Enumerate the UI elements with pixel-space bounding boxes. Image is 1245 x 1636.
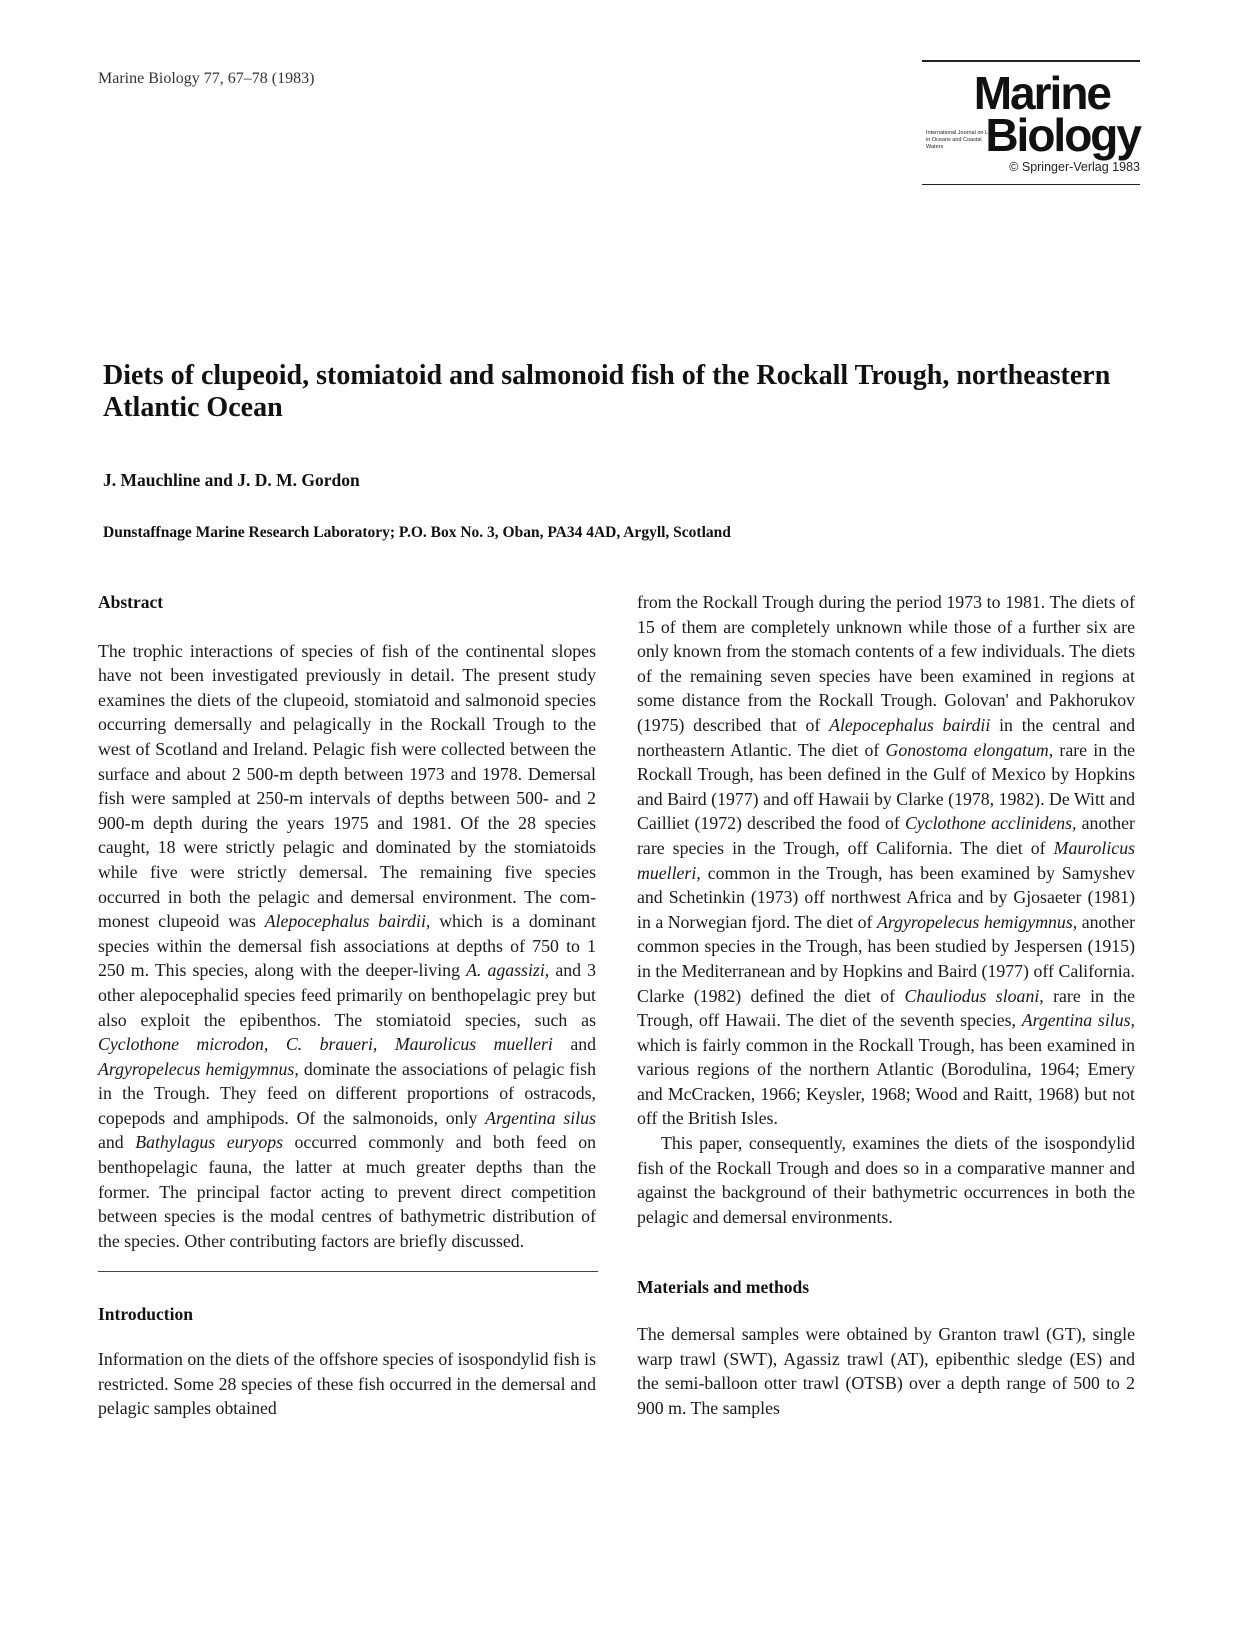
body-text: another rare species in the Trough, off California. The diet of: [637, 813, 1135, 858]
abstract-text: occurred commonly and both feed on benthopelagic fauna, the latter at much greater depths than the former. The principal factor acting to prevent direct competition between species is the modal centres of bathymetric distribution of the species. Other contributing factors are briefly discussed.: [98, 1132, 596, 1251]
introduction-paragraph: Information on the diets of the offshore species of isospondylid fish is restricted. Some 28 species of these fish occurred in the demersal and pelagic samples obtained: [98, 1349, 596, 1419]
logo-bottom-rule: [922, 184, 1140, 185]
species-name: Argentina silus,: [1021, 1010, 1135, 1031]
logo-copyright: © Springer-Verlag 1983: [1009, 160, 1140, 174]
body-text: rare in the Trough, off Hawaii. The diet of the seventh species,: [637, 985, 1135, 1031]
abstract-text: and 3 other alepocephalid species feed primarily on benthopelagic prey but also exploit the epibenthos. The stomiatoid species, such as: [98, 960, 596, 1030]
logo-marine-text: Marine: [973, 67, 1110, 119]
logo-biology-text: Biology: [985, 109, 1140, 161]
body-text: common in the Trough, has been examined by Samyshev and Schetinkin (1973) off northwest Africa and by Gjosaeter (1981) in a Norwegian fjord. The diet of: [637, 862, 1135, 932]
abstract-text: dominate the associations of pelagic fish in the Trough. They feed on different proportions of ostracods, copepods and amphipods. Of the salmonoids, only: [98, 1058, 596, 1128]
article-title: Diets of clupeoid, stomiatoid and salmonoid fish of the Rockall Trough, northeastern Atlantic Ocean: [103, 360, 1111, 423]
logo-top-rule: [922, 60, 1140, 62]
methods-heading: Materials and methods: [637, 1277, 810, 1298]
species-name: Maurolicus muelleri,: [637, 837, 1135, 883]
abstract-text: The trophic interactions of species of fish of the continental slopes have not been investigated previously in detail. The present study examines the diets of the clupeoid, stomiatoid and salmonoid species occurring demersally and pelagically in the Rockall Trough to the west of Scotland and Ireland. Pelagic fish were collected between the surface and about 2 500-m depth between 1973 and 1978. Demersal fish were sampled at 250-m intervals of depths between 500- and 2 900-m depth during the years 1975 and 1981. Of the 28 species caught, 18 were strictly pelagic and dominated by the stomiatoids while five were strictly demersal. The remaining five species occurred in both the pelagic and demersal environment. The commonest clupeoid was: [98, 640, 596, 932]
species-name: A. agassizi,: [466, 960, 550, 981]
abstract-paragraph: [98, 639, 596, 1254]
species-name: Argyropelecus hemigymnus,: [98, 1058, 299, 1079]
left-column: [98, 590, 596, 1421]
introduction-paragraph-continued: [637, 590, 1135, 1131]
body-text: in the central and northeastern Atlantic. The diet of: [637, 714, 1135, 760]
journal-citation: Marine Biology 77, 67–78 (1983): [98, 70, 315, 87]
journal-logo: [922, 60, 1140, 188]
body-text: rare in the Rockall Trough, has been defined in the Gulf of Mexico by Hopkins and Baird (1977) and off Hawaii by Clarke (1978, 1982). De Witt and Cailliet (1972) described the food of: [637, 739, 1136, 834]
article-authors: J. Mauchline and J. D. M. Gordon: [103, 470, 360, 490]
abstract-text: and: [98, 1132, 124, 1153]
introduction-heading: Introduction: [98, 1304, 193, 1325]
abstract-text: and: [570, 1034, 596, 1055]
body-text: which is fairly common in the Rockall Trough, has been examined in various regions of the northern Atlantic (Borodulina, 1964; Emery and McCracken, 1966; Keysler, 1968; Wood and Raitt, 1968) but not off the British Isles.: [637, 1034, 1135, 1129]
species-name: Chauliodus sloani,: [904, 985, 1044, 1006]
body-text: from the Rockall Trough during the period 1973 to 1981. The diets of 15 of them are completely unknown while those of a further six are only known from the stomach contents of a few individuals. The diets of the remaining seven species have been examined in regions at some distance from the Rockall Trough. Golovan' and Pakhorukov (1975) described that of: [637, 592, 1135, 735]
species-name: Cyclothone microdon, C. braueri, Maurolicus muelleri: [98, 1034, 553, 1055]
logo-tagline: International Journal on Life in Oceans and Coastal Waters: [926, 130, 994, 150]
species-name: Alepocephalus bairdii,: [264, 911, 431, 932]
species-name: Gonostoma elongatum,: [885, 739, 1054, 760]
species-name: Bathylagus euryops: [135, 1132, 284, 1153]
abstract-heading: Abstract: [98, 592, 164, 612]
right-column: [637, 590, 1135, 1420]
article-affiliation: Dunstaffnage Marine Research Laboratory; P.O. Box No. 3, Oban, PA34 4AD, Argyll, Scotland: [103, 524, 731, 541]
methods-paragraph: The demersal samples were obtained by Granton trawl (GT), single warp trawl (SWT), Agassiz trawl (AT), epibenthic sledge (ES) and the semi-balloon otter trawl (OTSB) over a depth range of 500 to 2 900 m. The samples: [637, 1324, 1135, 1418]
species-name: Cyclothone acclinidens,: [904, 813, 1077, 834]
species-name: Argyropelecus hemigymnus,: [876, 911, 1078, 932]
abstract-text: which is a dominant species within the demersal fish associations at depths of 750 to 1 250 m. This species, along with the deeper-living: [98, 911, 597, 981]
species-name: Alepocephalus bairdii: [829, 714, 991, 735]
body-text: another common species in the Trough, has been studied by Jespersen (1915) in the Mediterranean and by Hopkins and Baird (1977) off California. Clarke (1982) defined the diet of: [637, 911, 1136, 1006]
species-name: Argentina silus: [485, 1107, 596, 1128]
introduction-paragraph-2: This paper, consequently, examines the diets of the isospondylid fish of the Rockall Trough and does so in a comparative manner and against the background of their bathymetric occurrences in both the pelagic and demersal environments.: [637, 1133, 1135, 1227]
